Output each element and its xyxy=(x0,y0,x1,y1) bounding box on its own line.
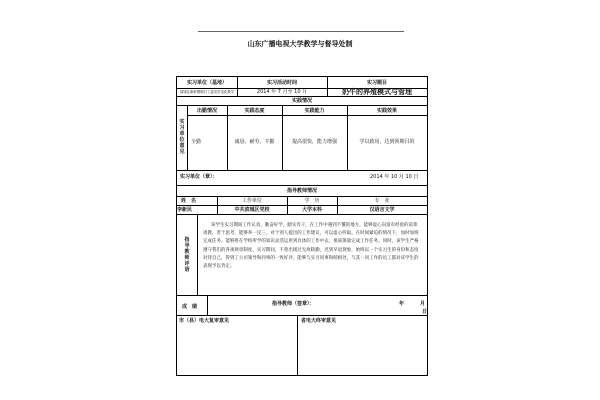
province-review-label: 省电大终审意见 xyxy=(301,318,337,324)
col-divider xyxy=(227,105,228,170)
county-review-label: 市（县）电大复审意见 xyxy=(179,318,230,324)
score-label: 成 绩 xyxy=(182,304,198,310)
unit-label: 实习单位（基地） xyxy=(186,80,227,86)
effect-header: 实践效果 xyxy=(376,108,397,114)
top-rule xyxy=(198,31,404,32)
col-divider xyxy=(282,105,283,170)
row-divider xyxy=(177,214,427,215)
stamp-date: 2014 年 10 月 10 日 xyxy=(370,174,419,180)
row-divider xyxy=(177,205,427,206)
date-month: 月 xyxy=(420,301,426,307)
col-divider xyxy=(187,105,188,170)
row-divider xyxy=(177,295,427,296)
row-divider xyxy=(177,196,427,197)
col-divider xyxy=(347,105,348,170)
date-year: 年 xyxy=(399,301,405,307)
teacher-workplace: 中共滨城区党校 xyxy=(234,207,270,213)
teacher-section-title: 指导教师情况 xyxy=(286,188,317,194)
col-divider xyxy=(297,315,298,375)
row-divider xyxy=(177,96,427,97)
teacher-comment-side-label: 指导教师评语 xyxy=(184,237,190,273)
teacher-comment: 该学生实习期间工作认真，勤奋好学，踏实肯干，在工作中遇到不懂的地方，能够虚心向富有经验的前辈请教，善于思考，能够举一反三。对于别人提出的工作建议，可以虚心听取。在时间紧迫的情况下，加时加班完成任务。能够将在学校所学的知识灵活运用到具体的工作中去，保质保量完成工作任务。同时，该学生严格遵守我们的各项规章制度，实习期间，不曾出现过无故缺勤，迟到早退现象，始终以一个实习生的身份和态度对待自己，得到了公司领导和同事的一致好评，能够与实习同事和睦相处，与其一同工作的员工都对该学生的表现予以肯定。 xyxy=(203,223,419,270)
attitude-header: 实践态度 xyxy=(244,108,265,114)
name-header: 姓 名 xyxy=(181,198,197,204)
time-label: 实习活动时间 xyxy=(266,80,297,86)
row-divider xyxy=(177,170,427,171)
row-divider xyxy=(177,185,427,186)
stamp-label: 实习单位（章）： xyxy=(180,174,218,180)
date-day: 日 xyxy=(422,309,428,315)
evaluation-form xyxy=(176,76,428,376)
practice-section-title: 实践情况 xyxy=(291,98,312,104)
ability-value: 提高很快，能力增强 xyxy=(291,139,337,145)
ability-header: 实践能力 xyxy=(304,108,325,114)
page-title: 山东广播电视大学教学与督导处制 xyxy=(247,40,353,48)
signature-label: 指导教师（签章）： xyxy=(272,301,315,307)
practice-side-label: 实习单位意见 xyxy=(179,119,185,155)
education-header: 学 历 xyxy=(304,198,320,204)
time-value: 2014 年 7 月至 10 月 xyxy=(256,89,308,95)
topic-value: 奶牛的养殖模式与管理 xyxy=(342,86,412,96)
major-header: 专 业 xyxy=(374,198,390,204)
attendance-value: 全勤 xyxy=(191,139,202,145)
row-divider xyxy=(187,115,427,116)
row-divider xyxy=(177,315,427,316)
attendance-header: 出勤情况 xyxy=(196,108,217,114)
col-divider xyxy=(197,214,198,295)
col-divider xyxy=(207,295,208,315)
row-divider xyxy=(177,105,427,106)
teacher-education: 大学本科 xyxy=(301,207,322,213)
teacher-major: 汉语言文学 xyxy=(369,207,395,213)
topic-label: 实习题目 xyxy=(366,80,387,86)
effect-value: 学以致用，达到预期目的 xyxy=(359,139,415,145)
unit-value: 滨城区新鲜假期日工委党员电化教学 xyxy=(179,90,235,94)
workplace-header: 工作单位 xyxy=(241,198,262,204)
attitude-value: 诚恳、耐劳、丰勤 xyxy=(234,139,275,145)
teacher-name: 李新民 xyxy=(177,207,193,213)
